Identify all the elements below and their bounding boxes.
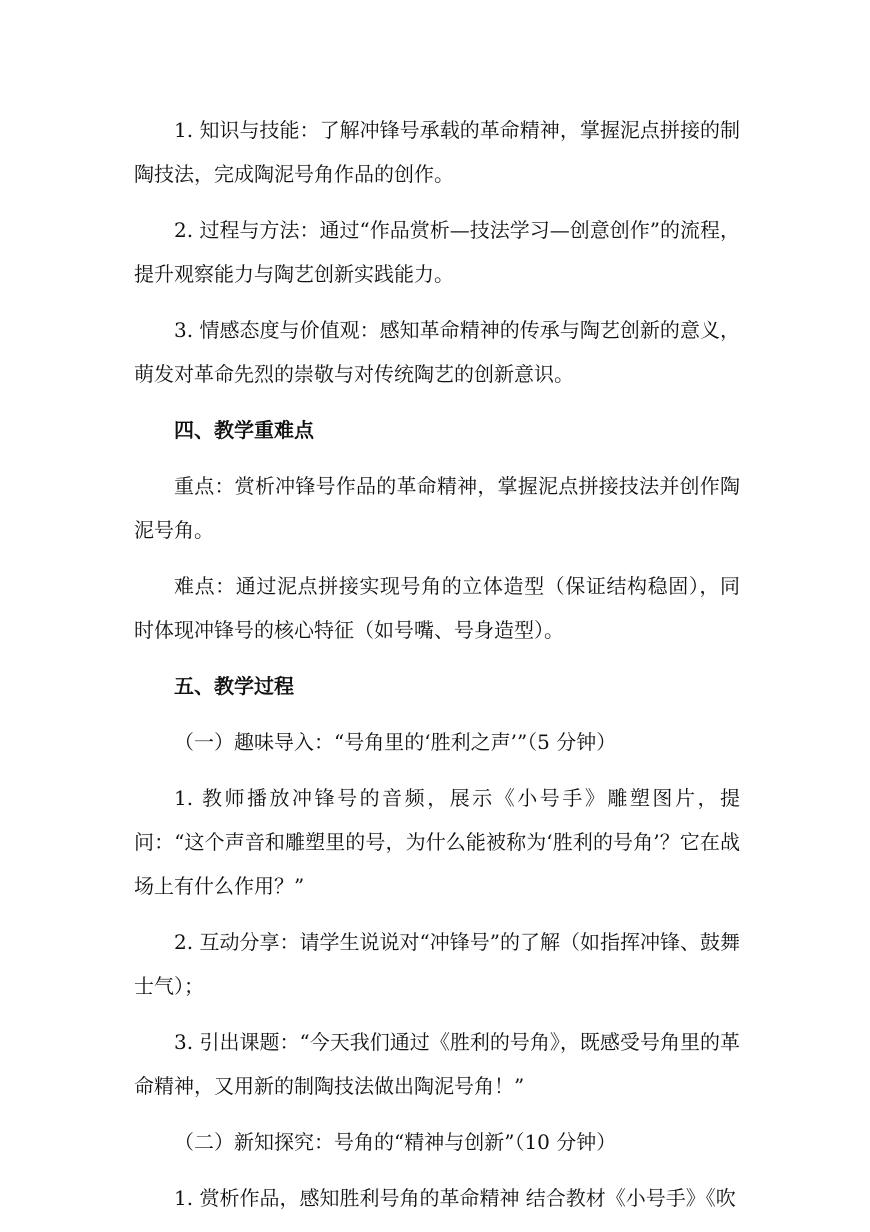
section-heading-teaching-process: 五、教学过程 [174, 674, 294, 698]
key-point-paragraph: 重点：赏析冲锋号作品的革命精神，掌握泥点拼接技法并创作陶泥号角。 [134, 474, 740, 542]
objective-emotion: 3. 情感态度与价值观：感知革命精神的传承与陶艺创新的意义，萌发对革命先烈的崇敬与对传统陶艺的创新意识。 [134, 318, 740, 386]
objective-process: 2. 过程与方法：通过“作品赏析—技法学习—创意创作”的流程，提升观察能力与陶艺创新实践能力。 [134, 218, 740, 286]
section-heading-key-points: 四、教学重难点 [174, 418, 314, 442]
intro-step-3: 3. 引出课题：“今天我们通过《胜利的号角》，既感受号角里的革命精神，又用新的制陶技法做出陶泥号角！” [134, 1030, 740, 1098]
explore-step-1: 1. 赏析作品，感知胜利号角的革命精神 结合教材《小号手》《吹 [174, 1186, 736, 1210]
objective-knowledge: 1. 知识与技能：了解冲锋号承载的革命精神，掌握泥点拼接的制陶技法，完成陶泥号角作品的创作。 [134, 118, 740, 186]
intro-step-2: 2. 互动分享：请学生说说对“冲锋号”的了解（如指挥冲锋、鼓舞士气）； [134, 930, 740, 998]
difficulty-paragraph: 难点：通过泥点拼接实现号角的立体造型（保证结构稳固），同时体现冲锋号的核心特征（如号嘴、号身造型）。 [134, 574, 740, 642]
intro-step-1: 1. 教师播放冲锋号的音频，展示《小号手》雕塑图片，提问：“这个声音和雕塑里的号，为什么能被称为‘胜利的号角’？它在战场上有什么作用？” [134, 786, 740, 898]
document-body [134, 108, 740, 1232]
subsection-title-explore: （二）新知探究：号角的“精神与创新”（10 分钟） [174, 1130, 617, 1154]
subsection-title-intro: （一）趣味导入：“号角里的‘胜利之声’”（5 分钟） [174, 730, 617, 754]
